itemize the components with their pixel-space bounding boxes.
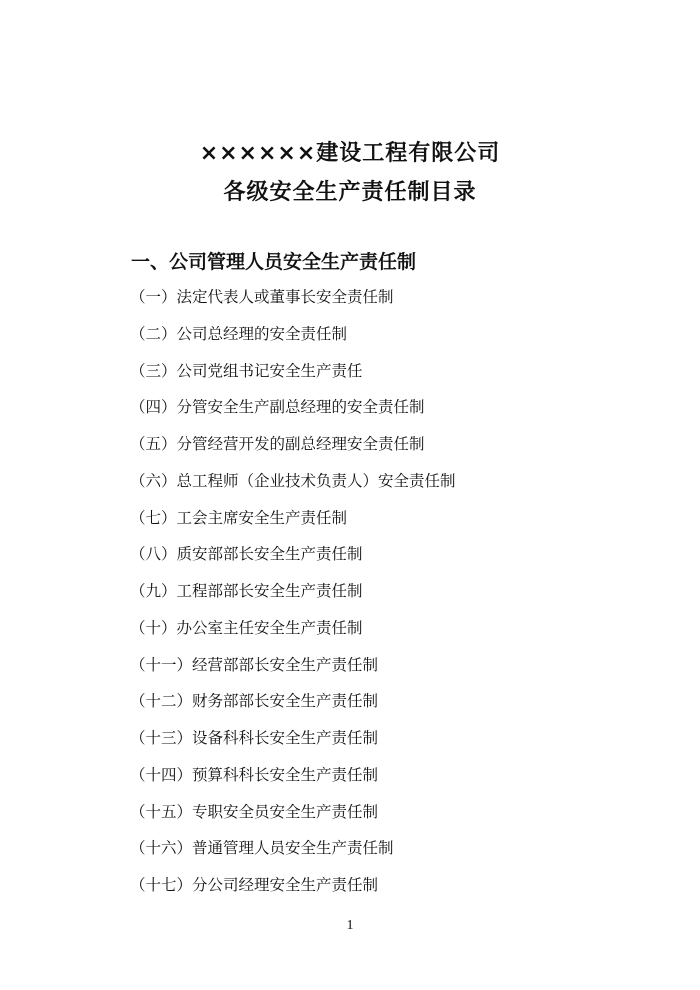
toc-item bbox=[130, 282, 456, 319]
toc-item bbox=[130, 797, 456, 834]
toc-item-text: 分公司经理安全生产责任制 bbox=[192, 876, 379, 894]
toc-item bbox=[130, 723, 456, 760]
toc-item-number: （四） bbox=[130, 398, 177, 417]
toc-item bbox=[130, 319, 456, 356]
toc-item-number: （二） bbox=[130, 324, 177, 343]
document-title: 各级安全生产责任制目录 bbox=[223, 180, 477, 205]
toc-item-number: （五） bbox=[130, 435, 177, 453]
toc-item bbox=[130, 576, 456, 613]
toc-item-number: （三） bbox=[130, 361, 177, 380]
toc-item-number: （十二） bbox=[130, 692, 193, 711]
toc-item-number: （十三） bbox=[130, 729, 193, 747]
toc-item-text: 经营部部长安全生产责任制 bbox=[192, 655, 379, 674]
toc-item-text: 财务部部长安全生产责任制 bbox=[192, 692, 379, 711]
toc-item bbox=[130, 833, 456, 870]
toc-item-text: 分管安全生产副总经理的安全责任制 bbox=[176, 398, 425, 417]
toc-item-text: 公司总经理的安全责任制 bbox=[176, 324, 348, 343]
toc-item-text: 分管经营开发的副总经理安全责任制 bbox=[176, 435, 425, 453]
toc-item-text: 公司党组书记安全生产责任 bbox=[176, 361, 363, 380]
toc-item bbox=[130, 392, 456, 429]
toc-item-number: （七） bbox=[130, 508, 177, 527]
toc-item-text: 工程部部长安全生产责任制 bbox=[176, 582, 363, 600]
toc-item-number: （十六） bbox=[130, 839, 193, 858]
section-heading: 一、公司管理人员安全生产责任制 bbox=[131, 251, 417, 273]
toc-item-number: （八） bbox=[130, 545, 177, 564]
toc-item bbox=[130, 539, 456, 576]
toc-item-number: （十七） bbox=[130, 876, 193, 894]
toc-item-number: （十四） bbox=[130, 765, 193, 784]
toc-item bbox=[130, 760, 456, 797]
toc-item-number: （六） bbox=[130, 471, 177, 490]
toc-item bbox=[130, 870, 456, 907]
page-number: 1 bbox=[346, 918, 354, 933]
company-title: ××××××建设工程有限公司 bbox=[199, 141, 501, 166]
toc-item-text: 设备科科长安全生产责任制 bbox=[192, 729, 379, 747]
toc-item-number: （十） bbox=[130, 618, 177, 637]
toc-item-text: 质安部部长安全生产责任制 bbox=[176, 545, 363, 564]
toc-item bbox=[130, 650, 456, 687]
toc-item-text: 办公室主任安全生产责任制 bbox=[176, 618, 363, 637]
toc-item-number: （十一） bbox=[130, 655, 193, 674]
toc-item bbox=[130, 613, 456, 650]
toc-item-text: 专职安全员安全生产责任制 bbox=[192, 802, 379, 821]
toc-list bbox=[130, 282, 456, 907]
toc-item-text: 总工程师（企业技术负责人）安全责任制 bbox=[176, 471, 456, 490]
toc-item-number: （九） bbox=[130, 582, 177, 600]
toc-item-number: （十五） bbox=[130, 802, 193, 821]
toc-item-text: 法定代表人或董事长安全责任制 bbox=[176, 288, 394, 306]
toc-item-text: 普通管理人员安全生产责任制 bbox=[192, 839, 394, 858]
toc-item bbox=[130, 356, 456, 393]
toc-item bbox=[130, 503, 456, 540]
toc-item-text: 预算科科长安全生产责任制 bbox=[192, 765, 379, 784]
toc-item-number: （一） bbox=[130, 288, 177, 306]
toc-item bbox=[130, 686, 456, 723]
toc-item-text: 工会主席安全生产责任制 bbox=[176, 508, 348, 527]
toc-item bbox=[130, 429, 456, 466]
toc-item bbox=[130, 466, 456, 503]
